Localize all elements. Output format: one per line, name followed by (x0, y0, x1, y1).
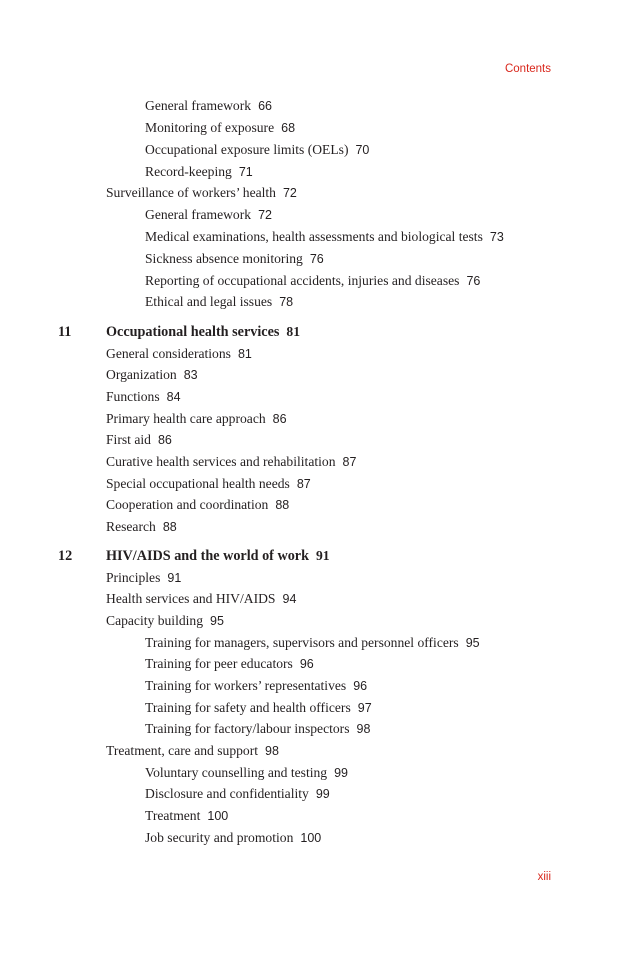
toc-entry-title: Record-keeping (145, 162, 235, 182)
toc-entry-page: 81 (237, 347, 252, 361)
toc-entry-page: 98 (265, 744, 279, 758)
toc-entry-page: 68 (281, 121, 296, 135)
toc-entry-title: Occupational exposure limits (OELs) (145, 140, 351, 160)
toc-entry-title: Reporting of occupational accidents, injuries and diseases (145, 271, 462, 291)
toc-entry-page: 78 (279, 295, 294, 309)
toc-entry-page: 98 (356, 722, 371, 736)
toc-entry-title: Ethical and legal issues (145, 292, 275, 312)
toc-entry-title: Training for peer educators (145, 654, 296, 674)
toc-entry-title: Curative health services and rehabilitation (106, 452, 339, 472)
toc-entry-page: 91 (167, 571, 182, 585)
toc-entry-title: Principles (106, 568, 163, 588)
toc-entry-page: 83 (183, 368, 198, 382)
toc-entry-page: 81 (286, 324, 300, 339)
toc-entry-title: Research (106, 517, 159, 537)
toc-entry-title: HIV/AIDS and the world of work (106, 546, 312, 566)
running-head: Contents (504, 63, 551, 75)
toc-entry-page: 76 (309, 252, 324, 266)
toc-entry-title: Sickness absence monitoring (145, 249, 306, 269)
toc-entry-title: Monitoring of exposure (145, 118, 277, 138)
toc-entry-page: 99 (315, 787, 330, 801)
toc-entry-title: Occupational health services (106, 322, 282, 342)
toc-entry-page: 86 (272, 412, 287, 426)
toc-entry-page: 96 (353, 679, 368, 693)
toc-entry-page: 88 (275, 498, 290, 512)
toc-entry-title: Training for managers, supervisors and personnel officers (145, 633, 462, 653)
toc-entry-title: Treatment, care and support (106, 741, 261, 761)
toc-entry-page: 94 (282, 592, 297, 606)
toc-entry-page: 66 (258, 99, 272, 113)
toc-entry-page: 100 (300, 831, 322, 845)
toc-entry-title: General framework (145, 205, 254, 225)
toc-entry-page: 95 (210, 614, 224, 628)
toc-entry-title: Medical examinations, health assessments and biological tests (145, 227, 486, 247)
toc-entry-page: 84 (166, 390, 181, 404)
toc-entry-title: Functions (106, 387, 163, 407)
toc-entry-title: Organization (106, 365, 180, 385)
chapter-number: 11 (58, 324, 72, 340)
toc-entry-page: 72 (282, 186, 297, 200)
toc-entry-page: 99 (334, 766, 349, 780)
toc-entry-page: 87 (296, 477, 311, 491)
toc-entry-page: 96 (299, 657, 314, 671)
toc-entry-page: 86 (157, 433, 172, 447)
toc-entry-title: Treatment (145, 806, 203, 826)
toc-entry-page: 72 (258, 208, 272, 222)
toc-entry-title: Training for safety and health officers (145, 698, 354, 718)
toc-entry-title: Health services and HIV/AIDS (106, 589, 279, 609)
toc-entry-title: First aid (106, 430, 154, 450)
toc-entry-title: Training for workers’ representatives (145, 676, 349, 696)
toc-entry-page: 91 (315, 548, 330, 563)
toc-entry-page: 87 (342, 455, 357, 469)
toc-entry-title: Voluntary counselling and testing (145, 763, 330, 783)
toc-entry-page: 97 (357, 701, 372, 715)
page-number: xiii (537, 871, 551, 883)
toc-entry-page: 100 (207, 809, 229, 823)
toc-entry-title: Job security and promotion (145, 828, 296, 848)
toc-entry-page: 70 (355, 143, 370, 157)
toc-entry-title: Surveillance of workers’ health (106, 183, 279, 203)
toc-entry-page: 88 (162, 520, 177, 534)
toc-entry-title: Primary health care approach (106, 409, 269, 429)
toc-entry-page: 76 (466, 274, 481, 288)
chapter-number: 12 (58, 548, 73, 564)
toc-entry-title: General framework (145, 96, 254, 116)
toc-entry-title: Training for factory/labour inspectors (145, 719, 353, 739)
toc-entry-page: 71 (238, 165, 253, 179)
toc-entry-title: Disclosure and confidentiality (145, 784, 312, 804)
toc-entry-title: Capacity building (106, 611, 206, 631)
toc-entry-title: Special occupational health needs (106, 474, 293, 494)
toc-entry-page: 95 (465, 636, 480, 650)
toc-entry-title: General considerations (106, 344, 234, 364)
toc-entry-page: 73 (489, 230, 504, 244)
toc-entry-title: Cooperation and coordination (106, 495, 271, 515)
